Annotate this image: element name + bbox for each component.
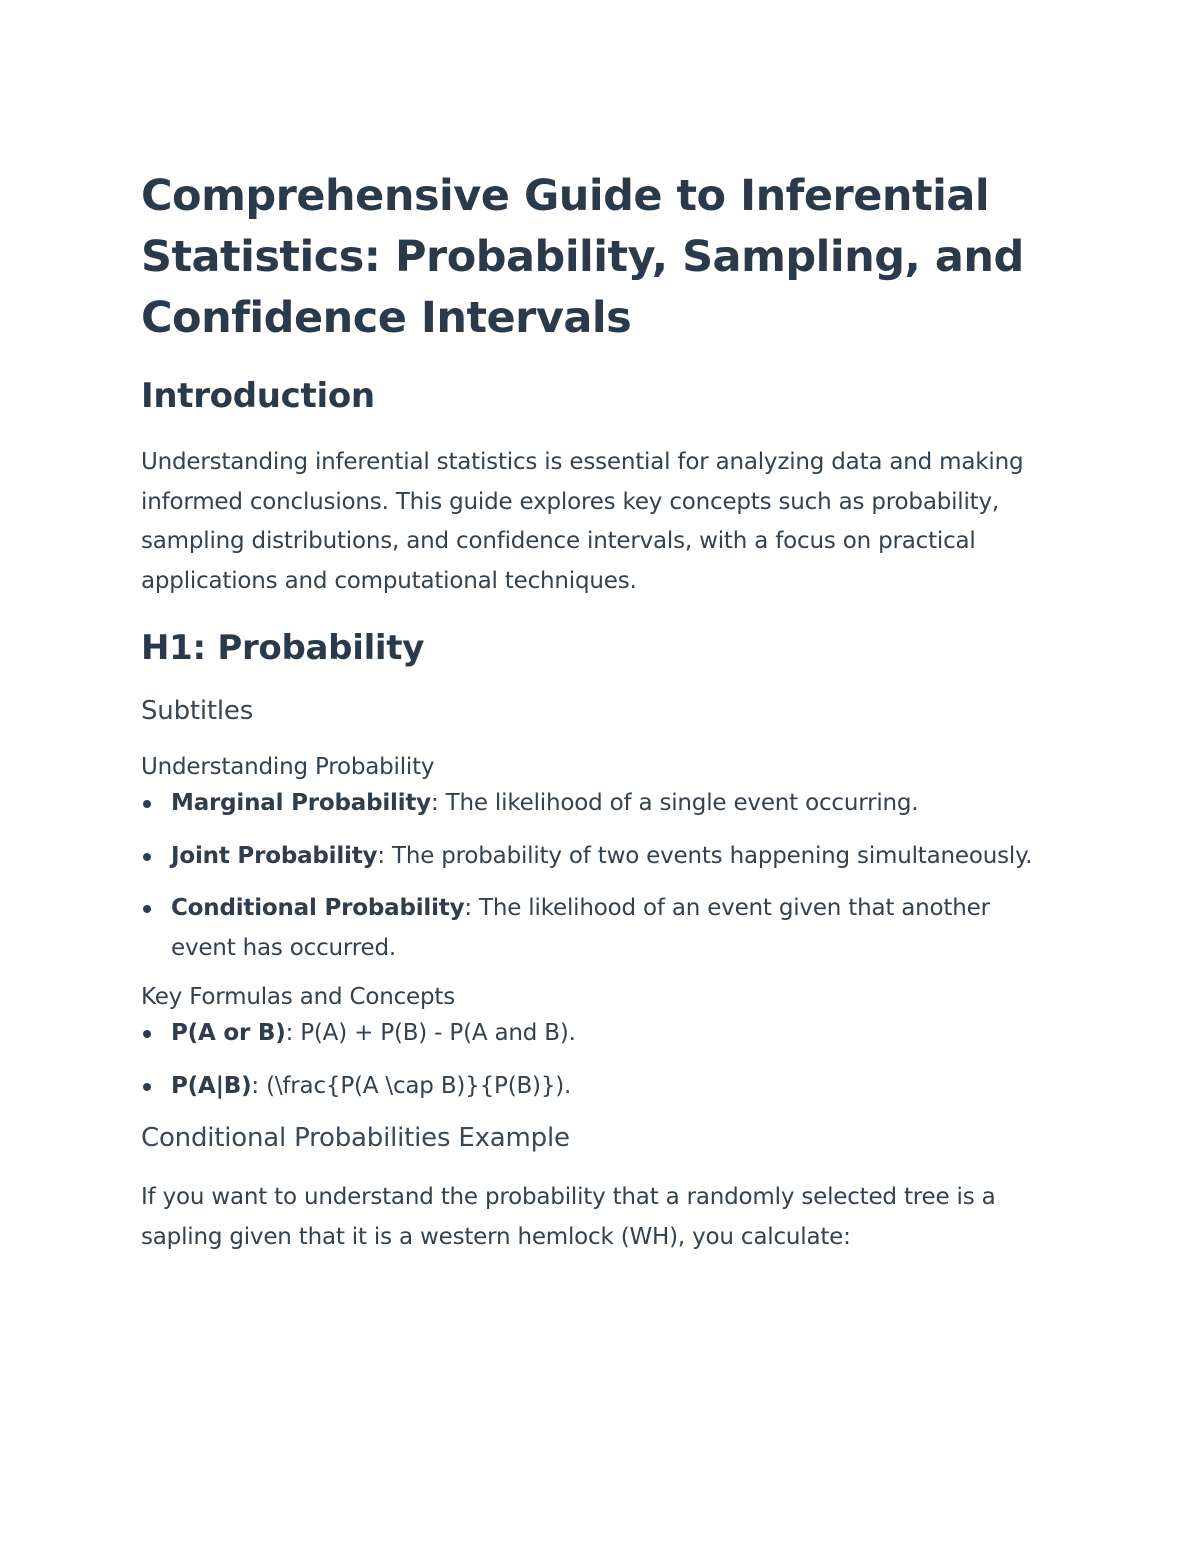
list-item-term: Marginal Probability xyxy=(171,790,431,816)
probability-heading: H1: Probability xyxy=(141,628,425,668)
list-item-term: Joint Probability xyxy=(171,842,378,869)
bullet-icon xyxy=(143,1030,151,1038)
list-item-term: Conditional Probability xyxy=(171,895,465,921)
list-item-text: : (\frac{P(A \cap B)}{P(B)}). xyxy=(251,1072,572,1099)
list-item-text: : P(A) + P(B) - P(A and B). xyxy=(285,1020,576,1046)
list-item-text: : The probability of two events happening simultaneously. xyxy=(377,842,1033,869)
bullet-icon xyxy=(143,800,151,808)
conditional-example-paragraph: If you want to understand the probability that a randomly selected tree is a sapling given that it is a western hemlock (WH), you calculate: xyxy=(141,1184,996,1250)
introduction-heading: Introduction xyxy=(141,376,375,416)
subtitles-heading: Subtitles xyxy=(141,696,254,726)
key-formulas-list xyxy=(141,1014,1061,1106)
bullet-icon xyxy=(143,1083,151,1091)
understanding-probability-heading: Understanding Probability xyxy=(141,754,435,780)
conditional-example-heading: Conditional Probabilities Example xyxy=(141,1123,570,1153)
key-formulas-heading: Key Formulas and Concepts xyxy=(141,984,455,1010)
list-item-term: P(A or B) xyxy=(171,1020,286,1046)
introduction-paragraph: Understanding inferential statistics is essential for analyzing data and making informed conclusions. This guide explores key concepts such as probability, sampling distributions, and confidence intervals, with a focus on practical applications and computational techniques. xyxy=(141,449,1024,594)
document-page xyxy=(141,166,1061,1257)
list-item xyxy=(141,1014,1061,1054)
list-item xyxy=(141,837,1061,877)
list-item xyxy=(141,1067,1061,1107)
bullet-icon xyxy=(143,905,151,913)
list-item-term: P(A|B) xyxy=(171,1072,252,1099)
bullet-icon xyxy=(143,853,151,861)
list-item-text: : The likelihood of an event given that another event has occurred. xyxy=(171,895,990,961)
list-item-text: : The likelihood of a single event occurring. xyxy=(430,790,919,816)
document-title: Comprehensive Guide to Inferential Statistics: Probability, Sampling, and Confidence Intervals xyxy=(141,171,1024,343)
list-item xyxy=(141,784,1061,824)
list-item xyxy=(141,889,1061,968)
probability-types-list xyxy=(141,784,1061,968)
